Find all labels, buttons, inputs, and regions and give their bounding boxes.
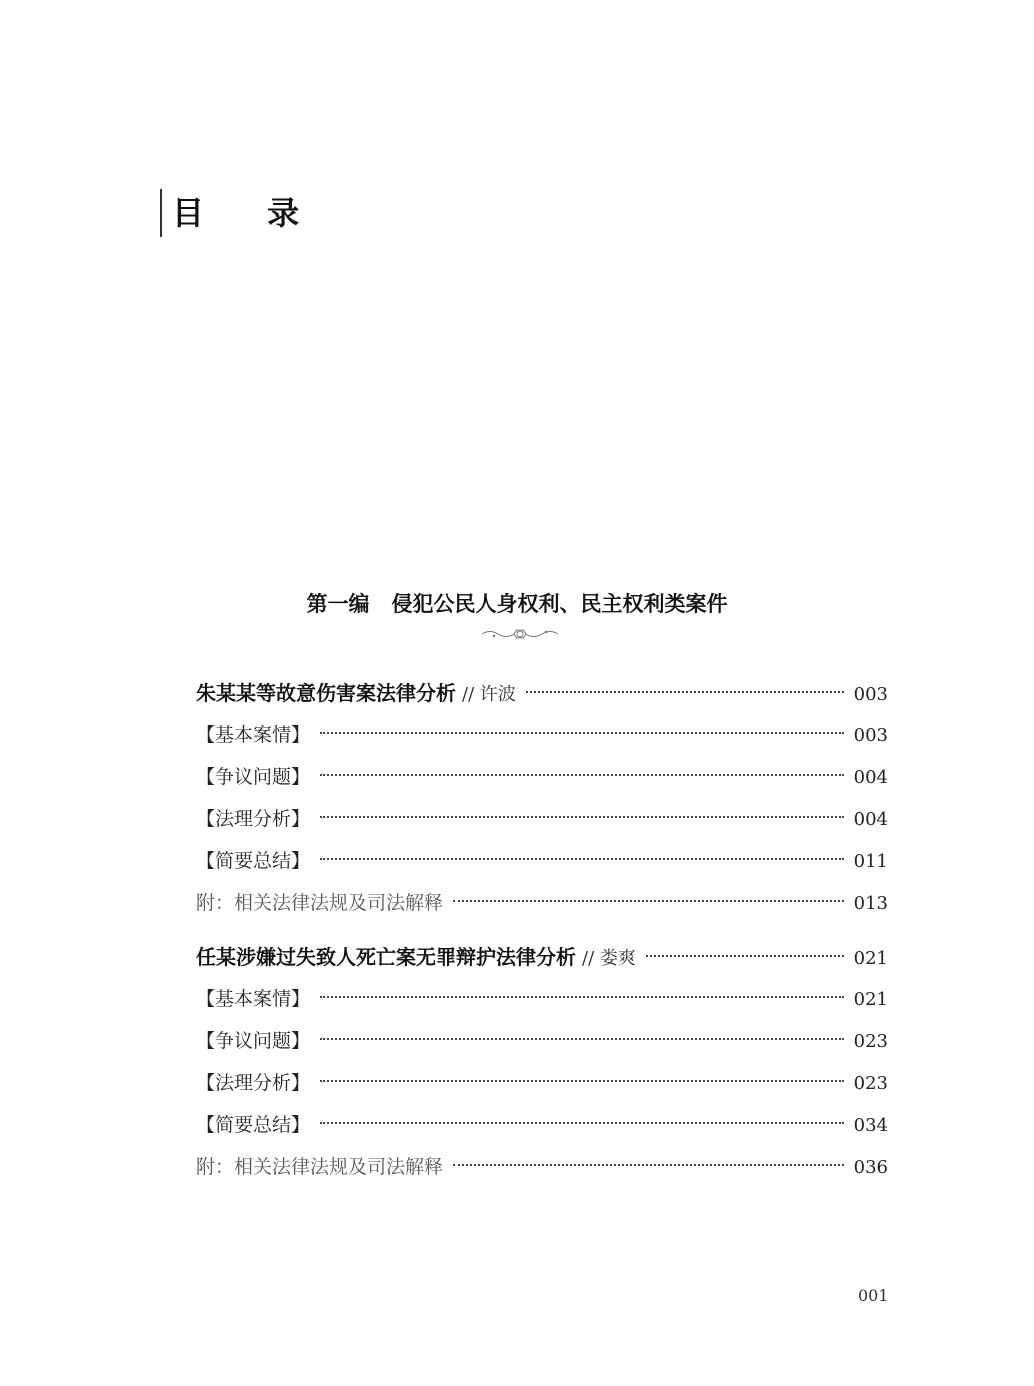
page-number: 004: [853, 809, 888, 830]
dot-leader: [320, 996, 844, 998]
toc-article-group: [196, 672, 888, 924]
toc-section-entry[interactable]: [196, 756, 888, 798]
dot-leader: [453, 900, 844, 902]
page-number: 036: [853, 1157, 888, 1178]
article-title: 朱某某等故意伤害案法律分析: [196, 681, 456, 705]
page-number: 034: [853, 1115, 888, 1136]
article-author: // 娄爽: [582, 948, 636, 969]
page-number: 013: [853, 893, 888, 914]
article-author: // 许波: [462, 684, 516, 705]
page-number: 021: [853, 948, 888, 969]
section-label: 【法理分析】: [196, 1072, 311, 1094]
dot-leader: [320, 774, 844, 776]
toc-heading: [160, 188, 325, 238]
article-title: 任某涉嫌过失致人死亡案无罪辩护法律分析: [196, 945, 576, 969]
appendix-label: 附：相关法律法规及司法解释: [196, 892, 444, 914]
heading-bar: [160, 189, 162, 237]
toc-section-entry[interactable]: [196, 798, 888, 840]
section-label: 【简要总结】: [196, 850, 311, 872]
toc-section-entry[interactable]: [196, 1020, 888, 1062]
page-number: 021: [853, 989, 888, 1010]
dot-leader: [526, 691, 844, 693]
dot-leader: [646, 955, 844, 957]
toc-article-group: [196, 936, 888, 1188]
dot-leader: [320, 732, 844, 734]
toc-section-entry[interactable]: [196, 978, 888, 1020]
toc-article-entry[interactable]: [196, 672, 888, 714]
toc-section-entry[interactable]: [196, 840, 888, 882]
section-label: 【争议问题】: [196, 766, 311, 788]
section-label: 【基本案情】: [196, 724, 311, 746]
appendix-label: 附：相关法律法规及司法解释: [196, 1156, 444, 1178]
section-label: 【基本案情】: [196, 988, 311, 1010]
part-title: 第一编 侵犯公民人身权利、民主权利类案件: [306, 591, 728, 616]
toc-section-entry[interactable]: [196, 714, 888, 756]
page-number: 023: [853, 1073, 888, 1094]
toc-article-entry[interactable]: [196, 936, 888, 978]
dot-leader: [320, 1080, 844, 1082]
ornament-divider-icon: [480, 626, 560, 642]
page-number: 023: [853, 1031, 888, 1052]
section-label: 【法理分析】: [196, 808, 311, 830]
section-label: 【争议问题】: [196, 1030, 311, 1052]
dot-leader: [320, 1038, 844, 1040]
page-number: 003: [853, 684, 888, 705]
table-of-contents: [196, 672, 888, 1188]
toc-appendix-entry[interactable]: [196, 882, 888, 924]
toc-section-entry[interactable]: [196, 1062, 888, 1104]
page-number: 003: [853, 725, 888, 746]
heading-title: 目 录: [172, 194, 326, 232]
page-number: 004: [853, 767, 888, 788]
dot-leader: [320, 816, 844, 818]
dot-leader: [453, 1164, 844, 1166]
dot-leader: [320, 1122, 844, 1124]
footer-page-number: 001: [858, 1286, 889, 1305]
toc-appendix-entry[interactable]: [196, 1146, 888, 1188]
section-label: 【简要总结】: [196, 1114, 311, 1136]
page-number: 011: [853, 851, 888, 872]
toc-section-entry[interactable]: [196, 1104, 888, 1146]
dot-leader: [320, 858, 844, 860]
